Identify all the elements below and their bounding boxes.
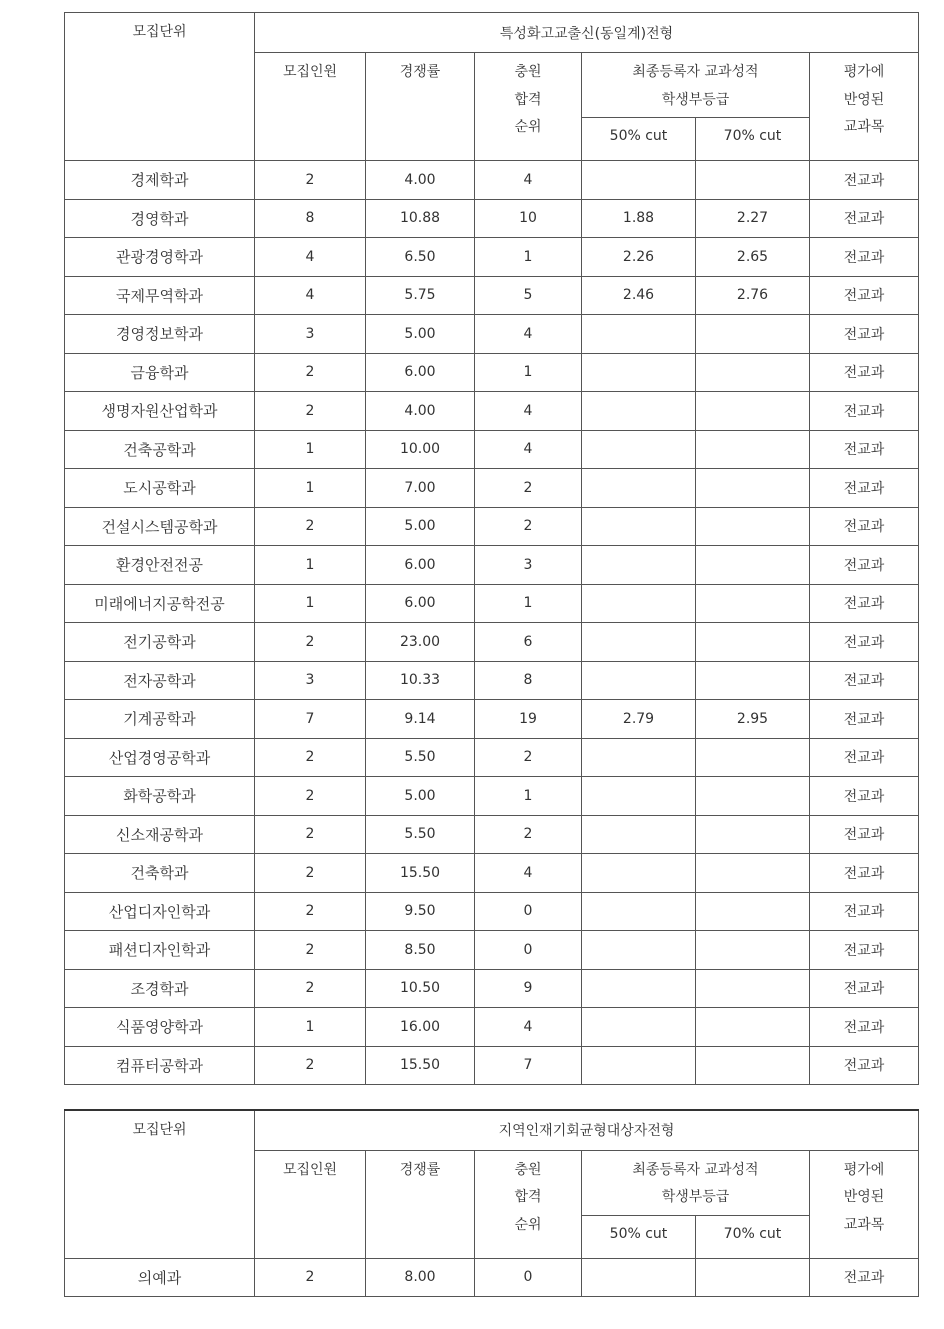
cut70-cell <box>696 353 810 392</box>
rank-cell: 4 <box>475 1008 582 1047</box>
rank-cell: 4 <box>475 430 582 469</box>
rank-cell: 3 <box>475 546 582 585</box>
ratio-cell: 5.50 <box>366 815 475 854</box>
subject-cell: 전교과 <box>810 1046 919 1085</box>
quota-cell: 2 <box>255 623 366 662</box>
quota-cell: 2 <box>255 892 366 931</box>
unit-cell: 식품영양학과 <box>65 1008 255 1047</box>
subject-cell: 전교과 <box>810 623 919 662</box>
cut50-cell <box>582 892 696 931</box>
quota-cell: 2 <box>255 507 366 546</box>
rank-header-line2: 합격 <box>514 1189 542 1205</box>
grade-header-line1: 최종등록자 교과성적 <box>632 1161 759 1178</box>
quota-cell: 2 <box>255 1258 366 1297</box>
table-row <box>65 507 919 546</box>
cut70-cell: 2.76 <box>696 276 810 315</box>
quota-cell: 2 <box>255 815 366 854</box>
table-row <box>65 584 919 623</box>
quota-cell: 2 <box>255 969 366 1008</box>
table-row <box>65 623 919 662</box>
unit-cell: 전자공학과 <box>65 661 255 700</box>
unit-cell: 화학공학과 <box>65 777 255 816</box>
rank-header-line1: 충원 <box>514 64 542 80</box>
subject-cell: 전교과 <box>810 315 919 354</box>
ratio-cell: 15.50 <box>366 1046 475 1085</box>
ratio-cell: 10.33 <box>366 661 475 700</box>
quota-cell: 2 <box>255 854 366 893</box>
grade-header <box>582 53 810 118</box>
rank-header-line1: 충원 <box>514 1161 542 1178</box>
ratio-cell: 7.00 <box>366 469 475 508</box>
table-row <box>65 1046 919 1085</box>
cut50-cell <box>582 546 696 585</box>
cut70-cell <box>696 469 810 508</box>
subject-header-line3: 교과목 <box>843 119 885 135</box>
cut50-cell <box>582 854 696 893</box>
track-title: 지역인재기회균형대상자전형 <box>255 1110 919 1150</box>
cut70-cell <box>696 1258 810 1297</box>
cut70-cell <box>696 969 810 1008</box>
ratio-cell: 4.00 <box>366 392 475 431</box>
rank-cell: 2 <box>475 507 582 546</box>
grade-header-line1: 최종등록자 교과성적 <box>632 64 759 80</box>
cut50-cell <box>582 161 696 200</box>
quota-cell: 3 <box>255 661 366 700</box>
ratio-header: 경쟁률 <box>366 53 475 161</box>
table-row <box>65 315 919 354</box>
table-row <box>65 276 919 315</box>
grade-header-line2: 학생부등급 <box>661 91 730 108</box>
ratio-cell: 10.88 <box>366 199 475 238</box>
rank-cell: 1 <box>475 584 582 623</box>
cut70-cell <box>696 815 810 854</box>
ratio-cell: 6.50 <box>366 238 475 277</box>
unit-cell: 조경학과 <box>65 969 255 1008</box>
ratio-cell: 5.00 <box>366 507 475 546</box>
rank-cell: 2 <box>475 469 582 508</box>
subject-cell: 전교과 <box>810 854 919 893</box>
unit-cell: 전기공학과 <box>65 623 255 662</box>
cut50-cell <box>582 1046 696 1085</box>
rank-cell: 1 <box>475 777 582 816</box>
cut50-cell <box>582 931 696 970</box>
cut50-cell <box>582 1258 696 1297</box>
subject-cell: 전교과 <box>810 353 919 392</box>
quota-cell: 1 <box>255 584 366 623</box>
subject-cell: 전교과 <box>810 392 919 431</box>
table-row <box>65 815 919 854</box>
cut70-cell <box>696 507 810 546</box>
rank-cell: 6 <box>475 623 582 662</box>
rank-cell: 4 <box>475 854 582 893</box>
cut70-header: 70% cut <box>696 1215 810 1258</box>
ratio-header: 경쟁률 <box>366 1150 475 1258</box>
rank-cell: 7 <box>475 1046 582 1085</box>
table-row <box>65 199 919 238</box>
rank-cell: 0 <box>475 892 582 931</box>
subject-cell: 전교과 <box>810 892 919 931</box>
cut70-cell: 2.65 <box>696 238 810 277</box>
table-row <box>65 892 919 931</box>
rank-cell: 8 <box>475 661 582 700</box>
cut70-cell <box>696 777 810 816</box>
subject-cell: 전교과 <box>810 700 919 739</box>
cut70-cell <box>696 161 810 200</box>
ratio-cell: 9.14 <box>366 700 475 739</box>
ratio-cell: 23.00 <box>366 623 475 662</box>
rank-cell: 1 <box>475 238 582 277</box>
table-row <box>65 546 919 585</box>
ratio-cell: 10.00 <box>366 430 475 469</box>
grade-header-line2: 학생부등급 <box>661 1189 730 1205</box>
unit-cell: 환경안전전공 <box>65 546 255 585</box>
rank-cell: 2 <box>475 815 582 854</box>
unit-cell: 컴퓨터공학과 <box>65 1046 255 1085</box>
cut50-cell <box>582 584 696 623</box>
unit-cell: 건설시스템공학과 <box>65 507 255 546</box>
unit-cell: 관광경영학과 <box>65 238 255 277</box>
quota-cell: 4 <box>255 238 366 277</box>
subject-cell: 전교과 <box>810 469 919 508</box>
subject-cell: 전교과 <box>810 276 919 315</box>
cut50-cell <box>582 469 696 508</box>
cut50-header: 50% cut <box>582 1215 696 1258</box>
ratio-cell: 15.50 <box>366 854 475 893</box>
table-row <box>65 161 919 200</box>
cut70-cell <box>696 1046 810 1085</box>
unit-cell: 신소재공학과 <box>65 815 255 854</box>
rank-cell: 4 <box>475 161 582 200</box>
cut70-cell <box>696 546 810 585</box>
cut70-header: 70% cut <box>696 118 810 161</box>
unit-cell: 국제무역학과 <box>65 276 255 315</box>
table-row <box>65 854 919 893</box>
cut70-cell <box>696 1008 810 1047</box>
cut50-cell <box>582 507 696 546</box>
cut70-cell <box>696 892 810 931</box>
cut50-cell <box>582 623 696 662</box>
table-row <box>65 969 919 1008</box>
table-row <box>65 931 919 970</box>
cut50-header: 50% cut <box>582 118 696 161</box>
cut50-cell <box>582 392 696 431</box>
subject-header-line1: 평가에 <box>843 64 885 80</box>
subject-header-line3: 교과목 <box>843 1216 885 1233</box>
ratio-cell: 8.50 <box>366 931 475 970</box>
rank-header-line3: 순위 <box>514 1216 542 1233</box>
table-row <box>65 1258 919 1297</box>
rank-cell: 1 <box>475 353 582 392</box>
table-body <box>65 1110 919 1297</box>
rank-cell: 2 <box>475 738 582 777</box>
rank-cell: 4 <box>475 315 582 354</box>
cut50-cell <box>582 315 696 354</box>
ratio-cell: 4.00 <box>366 161 475 200</box>
unit-cell: 경제학과 <box>65 161 255 200</box>
quota-cell: 8 <box>255 199 366 238</box>
cut70-cell <box>696 392 810 431</box>
admission-table-regional <box>64 1109 919 1297</box>
quota-cell: 2 <box>255 392 366 431</box>
table-row <box>65 238 919 277</box>
unit-cell: 생명자원산업학과 <box>65 392 255 431</box>
subject-header <box>810 1150 919 1258</box>
ratio-cell: 5.00 <box>366 777 475 816</box>
unit-cell: 경영학과 <box>65 199 255 238</box>
cut70-cell <box>696 661 810 700</box>
rank-cell: 5 <box>475 276 582 315</box>
subject-cell: 전교과 <box>810 661 919 700</box>
unit-cell: 도시공학과 <box>65 469 255 508</box>
unit-cell: 건축학과 <box>65 854 255 893</box>
cut50-cell <box>582 738 696 777</box>
title-row <box>65 1110 919 1150</box>
subject-header-line2: 반영된 <box>843 1189 885 1205</box>
subject-header-line1: 평가에 <box>843 1161 885 1178</box>
quota-cell: 2 <box>255 738 366 777</box>
ratio-cell: 6.00 <box>366 353 475 392</box>
unit-cell: 미래에너지공학전공 <box>65 584 255 623</box>
cut50-cell: 2.79 <box>582 700 696 739</box>
grade-header <box>582 1150 810 1215</box>
quota-cell: 2 <box>255 931 366 970</box>
table-row <box>65 738 919 777</box>
unit-cell: 의예과 <box>65 1258 255 1297</box>
quota-cell: 1 <box>255 1008 366 1047</box>
table-row <box>65 392 919 431</box>
quota-header: 모집인원 <box>255 53 366 161</box>
unit-cell: 산업경영공학과 <box>65 738 255 777</box>
track-title: 특성화고교출신(동일계)전형 <box>255 13 919 53</box>
subject-cell: 전교과 <box>810 1258 919 1297</box>
quota-header: 모집인원 <box>255 1150 366 1258</box>
quota-cell: 2 <box>255 353 366 392</box>
rank-header <box>475 1150 582 1258</box>
table-row <box>65 777 919 816</box>
quota-cell: 2 <box>255 777 366 816</box>
subject-cell: 전교과 <box>810 161 919 200</box>
cut70-cell <box>696 854 810 893</box>
rank-cell: 19 <box>475 700 582 739</box>
unit-header: 모집단위 <box>65 13 255 161</box>
unit-header: 모집단위 <box>65 1110 255 1258</box>
rank-cell: 4 <box>475 392 582 431</box>
subject-cell: 전교과 <box>810 546 919 585</box>
unit-cell: 건축공학과 <box>65 430 255 469</box>
ratio-cell: 9.50 <box>366 892 475 931</box>
unit-cell: 기계공학과 <box>65 700 255 739</box>
quota-cell: 7 <box>255 700 366 739</box>
rank-header <box>475 53 582 161</box>
rank-header-line3: 순위 <box>514 119 542 135</box>
subject-cell: 전교과 <box>810 931 919 970</box>
unit-cell: 금융학과 <box>65 353 255 392</box>
cut50-cell <box>582 969 696 1008</box>
ratio-cell: 6.00 <box>366 584 475 623</box>
unit-cell: 산업디자인학과 <box>65 892 255 931</box>
rank-cell: 9 <box>475 969 582 1008</box>
ratio-cell: 16.00 <box>366 1008 475 1047</box>
cut50-cell <box>582 815 696 854</box>
cut70-cell: 2.27 <box>696 199 810 238</box>
ratio-cell: 8.00 <box>366 1258 475 1297</box>
unit-cell: 경영정보학과 <box>65 315 255 354</box>
table-row <box>65 700 919 739</box>
subject-cell: 전교과 <box>810 777 919 816</box>
quota-cell: 1 <box>255 469 366 508</box>
subject-header <box>810 53 919 161</box>
cut50-cell: 2.46 <box>582 276 696 315</box>
cut70-cell <box>696 315 810 354</box>
quota-cell: 1 <box>255 546 366 585</box>
ratio-cell: 6.00 <box>366 546 475 585</box>
subject-cell: 전교과 <box>810 199 919 238</box>
rank-header-line2: 합격 <box>514 91 542 108</box>
table-body <box>65 13 919 1085</box>
subject-cell: 전교과 <box>810 507 919 546</box>
cut70-cell: 2.95 <box>696 700 810 739</box>
cut50-cell: 2.26 <box>582 238 696 277</box>
table-row <box>65 430 919 469</box>
table-row <box>65 353 919 392</box>
subject-cell: 전교과 <box>810 238 919 277</box>
quota-cell: 2 <box>255 161 366 200</box>
cut70-cell <box>696 738 810 777</box>
subject-cell: 전교과 <box>810 738 919 777</box>
admission-table-specialized <box>64 12 919 1085</box>
quota-cell: 4 <box>255 276 366 315</box>
subject-cell: 전교과 <box>810 969 919 1008</box>
ratio-cell: 5.50 <box>366 738 475 777</box>
cut50-cell <box>582 777 696 816</box>
subject-header-line2: 반영된 <box>843 91 885 108</box>
title-row <box>65 13 919 53</box>
cut70-cell <box>696 430 810 469</box>
rank-cell: 0 <box>475 931 582 970</box>
ratio-cell: 10.50 <box>366 969 475 1008</box>
cut70-cell <box>696 584 810 623</box>
unit-cell: 패션디자인학과 <box>65 931 255 970</box>
rank-cell: 0 <box>475 1258 582 1297</box>
cut50-cell <box>582 430 696 469</box>
ratio-cell: 5.75 <box>366 276 475 315</box>
subject-cell: 전교과 <box>810 815 919 854</box>
cut50-cell: 1.88 <box>582 199 696 238</box>
cut50-cell <box>582 1008 696 1047</box>
subject-cell: 전교과 <box>810 430 919 469</box>
table-row <box>65 469 919 508</box>
subject-cell: 전교과 <box>810 1008 919 1047</box>
quota-cell: 1 <box>255 430 366 469</box>
quota-cell: 2 <box>255 1046 366 1085</box>
subject-cell: 전교과 <box>810 584 919 623</box>
cut70-cell <box>696 931 810 970</box>
rank-cell: 10 <box>475 199 582 238</box>
cut50-cell <box>582 353 696 392</box>
table-row <box>65 1008 919 1047</box>
quota-cell: 3 <box>255 315 366 354</box>
table-row <box>65 661 919 700</box>
cut50-cell <box>582 661 696 700</box>
cut70-cell <box>696 623 810 662</box>
ratio-cell: 5.00 <box>366 315 475 354</box>
